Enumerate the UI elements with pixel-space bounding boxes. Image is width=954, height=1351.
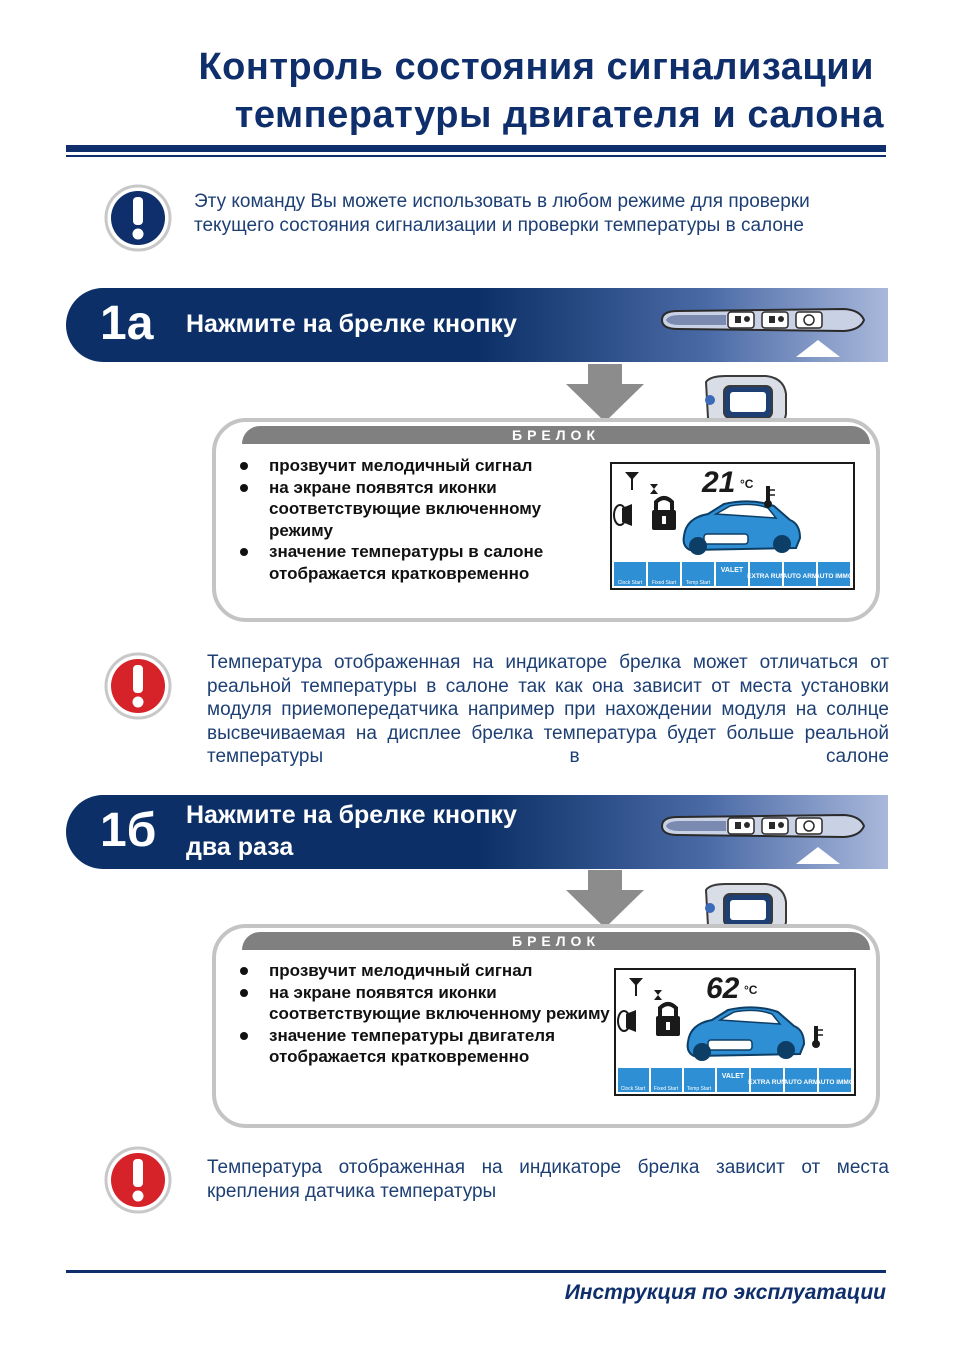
footer-text: Инструкция по эксплуатации	[564, 1281, 886, 1304]
svg-text:Clock Start: Clock Start	[620, 1086, 646, 1092]
note-b-text: Температура отображенная на индикаторе брелка зависит от места крепления датчика температуры	[207, 1157, 889, 1202]
list-item: на экране появятся иконки соответствующие включенному режиму	[238, 477, 598, 542]
lcd-mode-labels	[614, 562, 853, 586]
step-1b-label-line1: Нажмите на брелке кнопку	[186, 801, 517, 829]
thermometer-icon	[764, 486, 775, 508]
lcd-mode-labels	[618, 1068, 854, 1092]
thermometer-icon	[812, 1026, 823, 1048]
svg-text:EXTRA RUN: EXTRA RUN	[747, 573, 785, 580]
title-rule-thin	[66, 155, 886, 157]
car-icon	[684, 501, 800, 555]
intro-note-text: Эту команду Вы можете использовать в любом режиме для проверки текущего состояния сигнализации и проверки температуры в салоне	[194, 191, 810, 236]
svg-text:AUTO ARM: AUTO ARM	[783, 1079, 819, 1086]
svg-text:EXTRA RUN: EXTRA RUN	[748, 1079, 786, 1086]
svg-text:Fixed Start: Fixed Start	[651, 580, 677, 586]
panel-1a-title: БРЕЛОК	[242, 426, 870, 444]
svg-text:AUTO ARM: AUTO ARM	[782, 573, 818, 580]
antenna-icon	[625, 472, 639, 490]
button-pointer-triangle	[796, 340, 840, 357]
lcd-temperature-unit: °C	[740, 477, 754, 491]
step-1a-bar	[66, 288, 888, 362]
button-pointer-triangle	[796, 847, 840, 864]
svg-text:Temp Start: Temp Start	[686, 1086, 712, 1092]
hourglass-icon	[650, 484, 658, 494]
list-item: значение температуры двигателя отображается кратковременно	[238, 1025, 614, 1068]
list-item: прозвучит мелодичный сигнал	[238, 455, 598, 477]
step-1a-label: Нажмите на брелке кнопку	[186, 310, 517, 338]
svg-text:AUTO IMMO: AUTO IMMO	[816, 1079, 854, 1086]
page-title-line2: температуры двигателя и салона	[234, 94, 884, 136]
keyfob-side-icon	[654, 304, 866, 341]
step-1b-bar	[66, 795, 888, 869]
step-1b-label-line2: два раза	[186, 833, 294, 861]
list-item: значение температуры в салоне отображается кратковременно	[238, 541, 598, 584]
lcd-temperature-value: 21	[702, 466, 736, 499]
exclamation-icon	[104, 184, 172, 252]
svg-text:VALET: VALET	[721, 1073, 745, 1080]
lcd-display-1b	[614, 968, 856, 1096]
footer-rule	[66, 1270, 886, 1273]
antenna-icon	[629, 978, 643, 996]
step-1a-number: 1а	[100, 297, 154, 350]
svg-text:Clock Start: Clock Start	[617, 580, 643, 586]
lock-icon	[656, 1004, 680, 1036]
svg-text:AUTO IMMO: AUTO IMMO	[815, 573, 853, 580]
svg-text:Temp Start: Temp Start	[685, 580, 711, 586]
lcd-temperature-value: 62	[706, 972, 740, 1005]
lcd-temperature-unit: °C	[744, 983, 758, 997]
list-item: на экране появятся иконки соответствующие включенному режиму	[238, 982, 614, 1025]
svg-text:Fixed Start: Fixed Start	[653, 1086, 679, 1092]
panel-1b-bullets	[238, 960, 614, 1068]
siren-icon	[618, 1010, 636, 1032]
warning-exclamation-icon	[104, 1146, 172, 1214]
lock-icon	[652, 498, 676, 530]
svg-text:VALET: VALET	[720, 567, 744, 574]
note-a-text: Температура отображенная на индикаторе брелка может отличаться от реальной температуры в салоне так как она зависит от места установки модуля приемопередатчика например при нахождении модуля на солнце высвечиваемая на дисплее брелка температура будет больше реальной температуры в салоне	[207, 652, 889, 767]
warning-exclamation-icon	[104, 652, 172, 720]
panel-1a-bullets	[238, 455, 598, 584]
page-title-line1: Контроль состояния сигнализации	[198, 46, 874, 88]
siren-icon	[614, 504, 632, 526]
lcd-display-1a	[610, 462, 855, 590]
list-item: прозвучит мелодичный сигнал	[238, 960, 614, 982]
keyfob-side-icon	[654, 810, 866, 847]
title-rule-thick	[66, 145, 886, 152]
panel-1b-title: БРЕЛОК	[242, 932, 870, 950]
car-icon	[688, 1007, 804, 1061]
step-1b-number: 1б	[100, 804, 157, 857]
hourglass-icon	[654, 990, 662, 1000]
